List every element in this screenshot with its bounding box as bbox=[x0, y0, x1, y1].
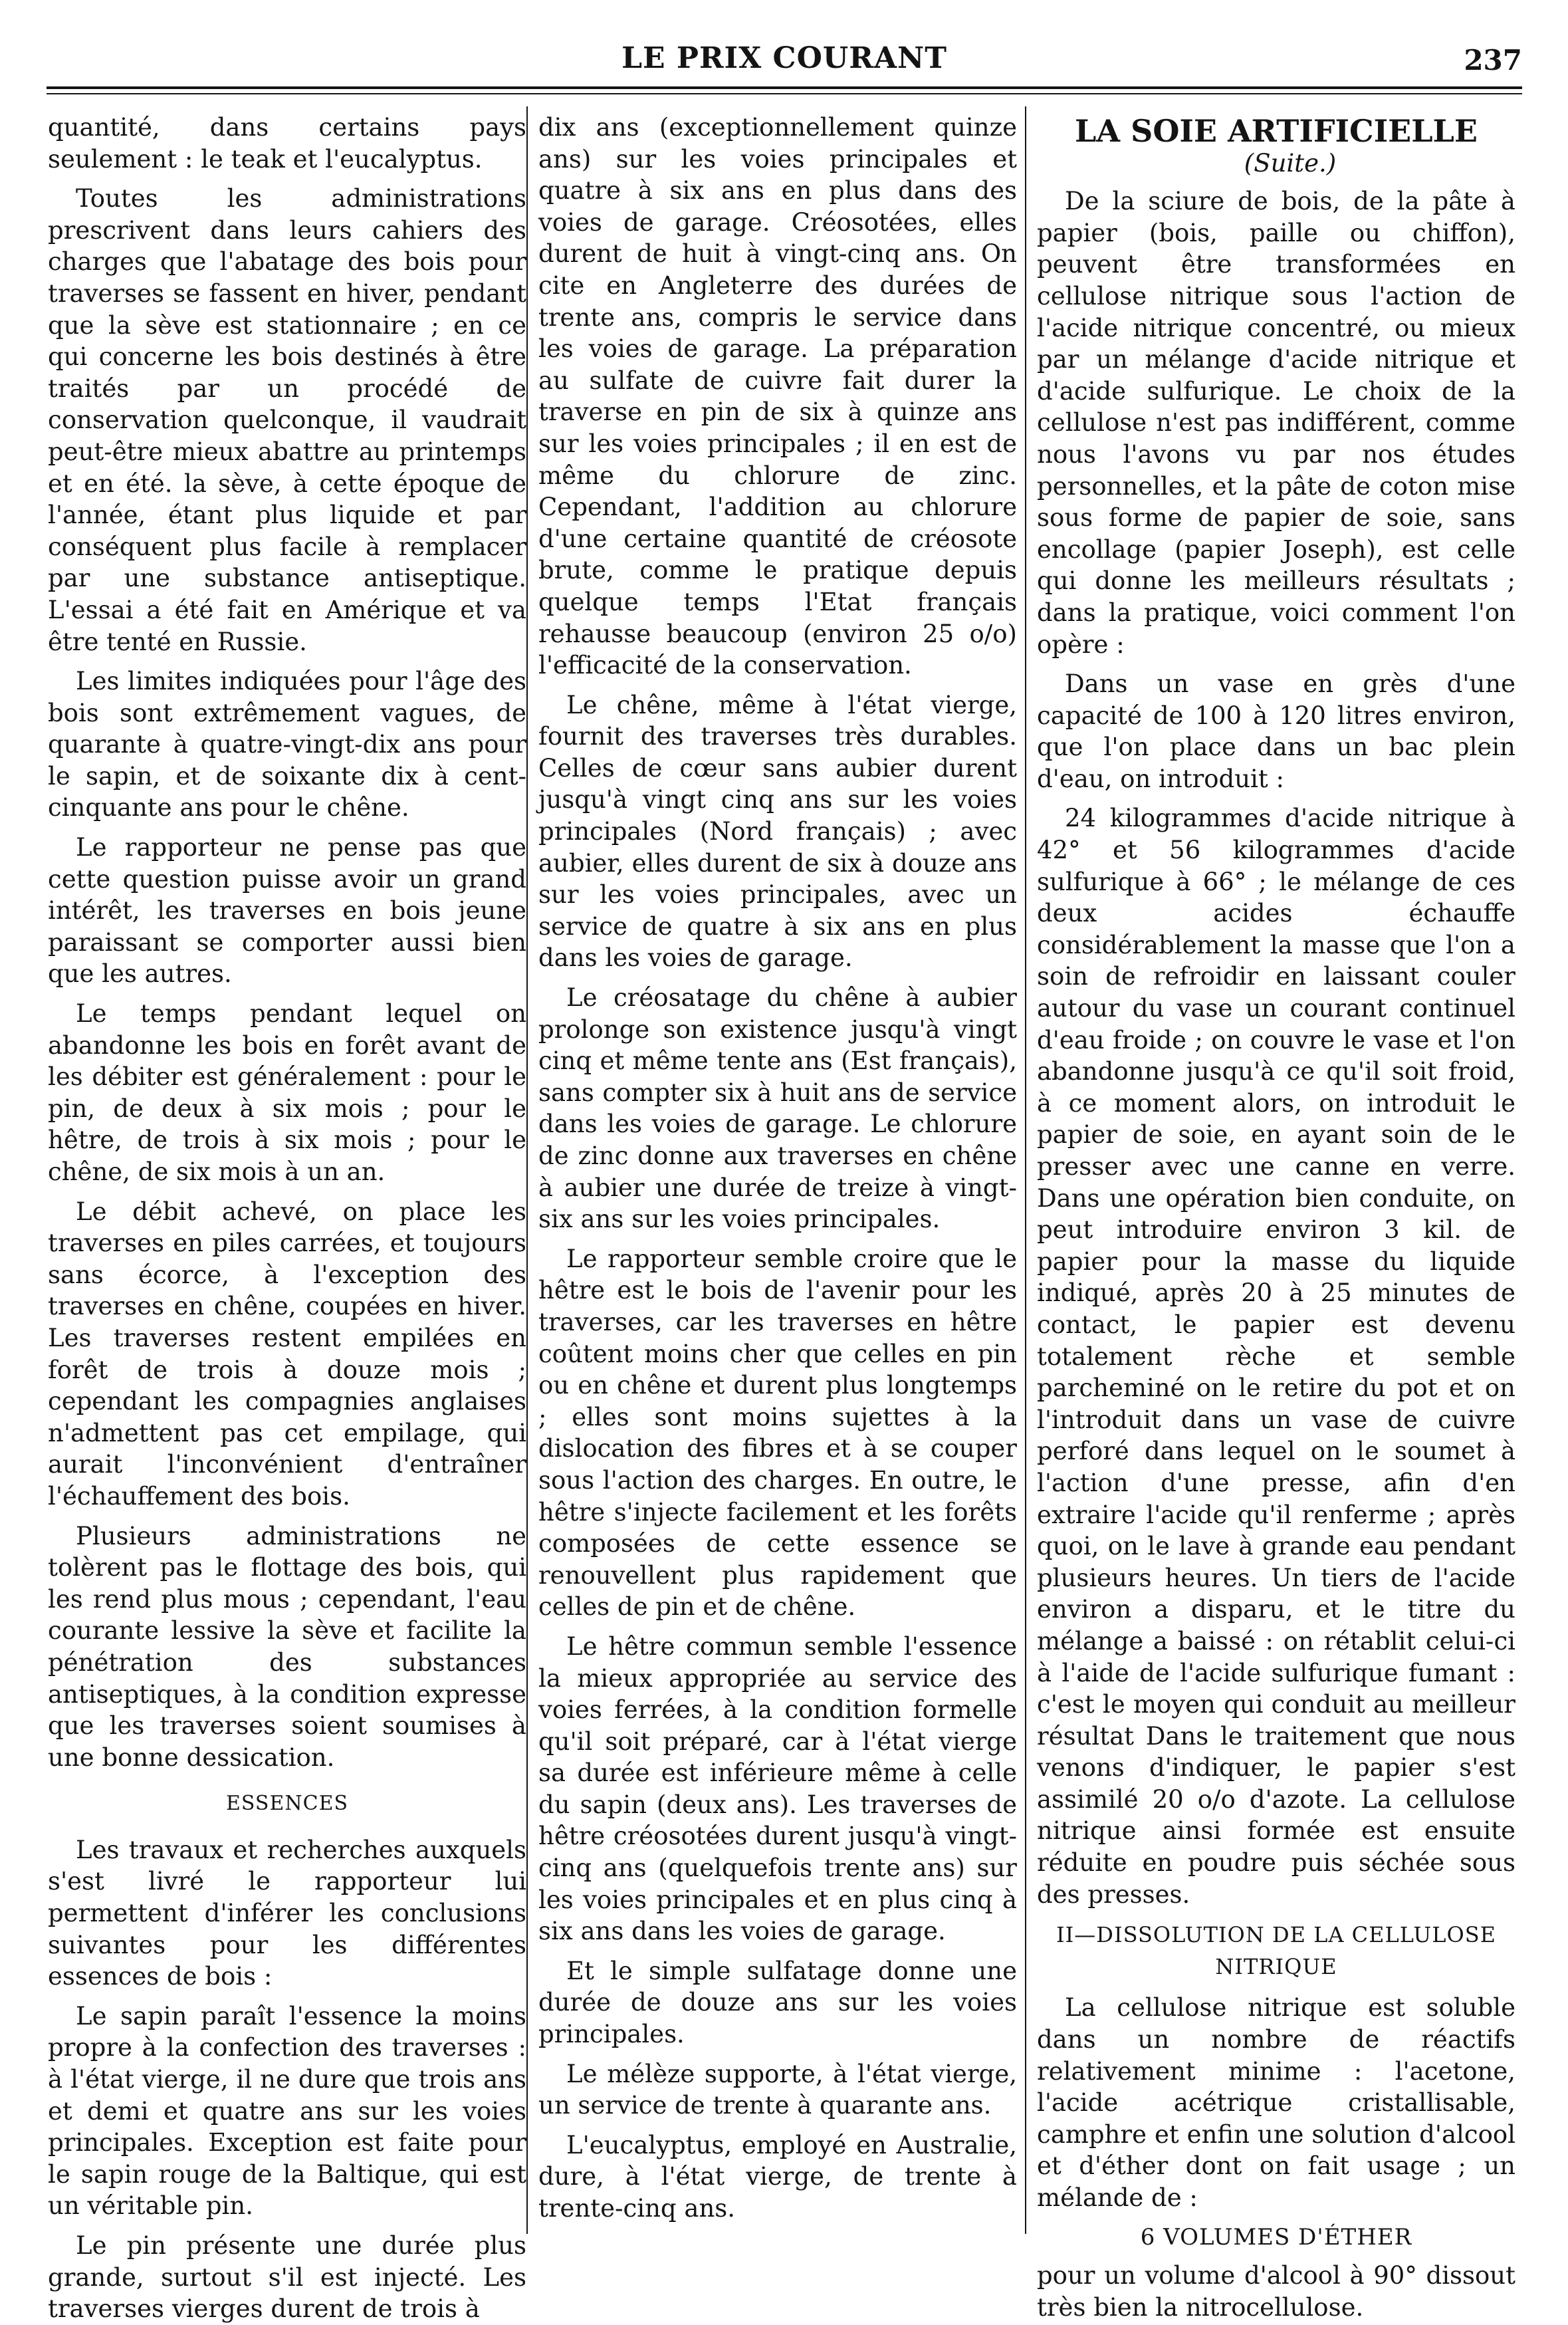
centered-line: 6 VOLUMES D'ÉTHER bbox=[1140, 2223, 1412, 2251]
journal-title: LE PRIX COURANT bbox=[621, 41, 947, 75]
paragraph: Le sapin paraît l'essence la moins propre à la confection des traverses : à l'état vierge, il ne dure que trois ans et demi et quatre ans sur les voies principales. Exception est faite pour le sapin rouge de la Baltique, qui est un véritable pin. bbox=[48, 2001, 526, 2221]
page-number: 237 bbox=[1464, 44, 1522, 76]
paragraph: Et le simple sulfatage donne une durée de douze ans sur les voies principales. bbox=[538, 1956, 1017, 2049]
paragraph: Le pin présente une durée plus grande, surtout s'il est injecté. Les traverses vierges durent de trois à bbox=[48, 2231, 526, 2324]
section-heading: II—DISSOLUTION DE LA CELLULOSE NITRIQUE bbox=[1056, 1922, 1496, 1979]
header-rule-thick bbox=[47, 86, 1522, 89]
paragraph: dix ans (exceptionnellement quinze ans) sur les voies principales et quatre à six ans en plus dans des voies de garage. Créosotées, elles durent de huit à vingt-cinq ans. On cite en Angleterre des durées de trente ans, compris le service dans les voies de garage. La préparation au sulfate de cuivre fait durer la traverse en pin de six à quinze ans sur les voies principales ; il en est de même du chlorure de zinc. Cependant, l'addition au chlorure d'une certaine quantité de créosote brute, comme le pratique depuis quelque temps l'Etat français rehausse beaucoup (environ 25 o/o) l'efficacité de la conservation. bbox=[538, 113, 1017, 680]
paragraph: Les travaux et recherches auxquels s'est livré le rapporteur lui permettent d'inférer les conclusions suivantes pour les différentes essences de bois : bbox=[48, 1835, 526, 1991]
paragraph: Le débit achevé, on place les traverses en piles carrées, et toujours sans écorce, à l'exception des traverses en chêne, coupées en hiver. Les traverses restent empilées en forêt de trois à douze mois ; cependant les compagnies anglaises n'admettent pas cet empilage, qui aurait l'inconvénient d'entraîner l'échauffement des bois. bbox=[48, 1197, 526, 1511]
column-divider-right bbox=[1025, 106, 1026, 2234]
column-divider-left bbox=[526, 106, 528, 2234]
paragraph: L'eucalyptus, employé en Australie, dure, à l'état vierge, de trente à trente-cinq ans. bbox=[538, 2130, 1017, 2223]
paragraph: De la sciure de bois, de la pâte à papier (bois, paille ou chiffon), peuvent être transformées en cellulose nitrique sous l'action de l'acide nitrique concentré, ou mieux par un mélange d'acide nitrique et d'acide sulfurique. Le choix de la cellulose n'est pas indifférent, comme nous l'avons vu par nos études personnelles, et la pâte de coton mise sous forme de papier de soie, sans encollage (papier Joseph), est celle qui donne les meilleurs résultats ; dans la pratique, voici comment l'on opère : bbox=[1037, 187, 1515, 659]
paragraph: Le hêtre commun semble l'essence la mieux appropriée au service des voies ferrées, à la condition formelle qu'il soit préparé, car à l'état vierge sa durée est inférieure même à celle du sapin (deux ans). Les traverses de hêtre créosotées durent jusqu'à vingt-cinq ans (quelquefois trente ans) sur les voies principales et en plus cinq à six ans dans les voies de garage. bbox=[538, 1632, 1017, 1946]
section-heading: ESSENCES bbox=[225, 1792, 349, 1816]
paragraph: Les limites indiquées pour l'âge des bois sont extrêmement vagues, de quarante à quatre-vingt-dix ans pour le sapin, et de soixante dix à cent-cinquante ans pour le chêne. bbox=[48, 667, 526, 822]
paragraph: 24 kilogrammes d'acide nitrique à 42° et 56 kilogrammes d'acide sulfurique à 66° ; le mélange de ces deux acides échauffe considérablement la masse que l'on a soin de refroidir en laissant couler autour du vase un courant continuel d'eau froide ; on couvre le vase et l'on abandonne jusqu'à ce qu'il soit froid, à ce moment alors, on introduit le papier de soie, en ayant soin de le presser avec une canne en verre. Dans une opération bien conduite, on peut introduire environ 3 kil. de papier pour la masse du liquide indiqué, après 20 à 25 minutes de contact, le papier est devenu totalement rèche et semble parcheminé on le retire du pot et on l'introduit dans un vase de cuivre perforé dans lequel on le soumet à l'action d'une presse, afin d'en extraire l'acide qu'il renferme ; après quoi, on le lave à grande eau pendant plusieurs heures. Un tiers de l'acide environ a disparu, et le titre du mélange a baissé : on rétablit celui-ci à l'aide de l'acide sulfurique fumant : c'est le moyen qui conduit au meilleur résultat Dans le traitement que nous venons d'indiquer, le papier s'est assimilé 20 o/o d'azote. La cellulose nitrique ainsi formée est ensuite réduite en poudre puis séchée sous des presses. bbox=[1037, 804, 1515, 1909]
paragraph: pour un volume d'alcool à 90° dissout très bien la nitrocellulose. bbox=[1037, 2261, 1515, 2322]
paragraph: Le chêne, même à l'état vierge, fournit des traverses très durables. Celles de cœur sans aubier durent jusqu'à vingt cinq ans sur les voies principales (Nord français) ; avec aubier, elles durent de six à douze ans sur les voies principales, avec un service de quatre à six ans en plus dans les voies de garage. bbox=[538, 690, 1017, 973]
paragraph: Le créosatage du chêne à aubier prolonge son existence jusqu'à vingt cinq et même tente ans (Est français), sans compter six à huit ans de service dans les voies de garage. Le chlorure de zinc donne aux traverses en chêne à aubier une durée de treize à vingt-six ans sur les voies principales. bbox=[538, 983, 1017, 1234]
paragraph: Plusieurs administrations ne tolèrent pas le flottage des bois, qui les rend plus mous ; cependant, l'eau courante lessive la sève et facilite la pénétration des substances antiseptiques, à la condition expresse que les traverses soient soumises à une bonne dessication. bbox=[48, 1521, 526, 1772]
page-header bbox=[47, 27, 1522, 76]
paragraph: Le temps pendant lequel on abandonne les bois en forêt avant de les débiter est généralement : pour le pin, de deux à six mois ; pour le hêtre, de trois à six mois ; pour le chêne, de six mois à un an. bbox=[48, 999, 526, 1186]
column-middle bbox=[538, 112, 1017, 2233]
paragraph: La cellulose nitrique est soluble dans un nombre de réactifs relativement minime : l'acetone, l'acide acétrique cristallisable, camphre et enfin une solution d'alcool et d'éther dont on fait usage ; un mélande de : bbox=[1037, 1993, 1515, 2212]
paragraph: quantité, dans certains pays seulement : le teak et l'eucalyptus. bbox=[48, 113, 526, 174]
article-subtitle: (Suite.) bbox=[1244, 148, 1337, 178]
paragraph: Le rapporteur ne pense pas que cette question puisse avoir un grand intérêt, les traverses en bois jeune paraissant se comporter aussi bien que les autres. bbox=[48, 833, 526, 989]
article-title: LA SOIE ARTIFICIELLE bbox=[1075, 113, 1478, 149]
paragraph: Dans un vase en grès d'une capacité de 100 à 120 litres environ, que l'on place dans un bac plein d'eau, on introduit : bbox=[1037, 670, 1515, 793]
paragraph: Le mélèze supporte, à l'état vierge, un service de trente à quarante ans. bbox=[538, 2059, 1017, 2120]
column-right bbox=[1037, 112, 1515, 2322]
header-rule-thin bbox=[47, 93, 1522, 94]
paragraph: Toutes les administrations prescrivent dans leurs cahiers des charges que l'abatage des bois pour traverses se fassent en hiver, pendant que la sève est stationnaire ; en ce qui concerne les bois destinés à être traités par un procédé de conservation quelconque, il vaudrait peut-être mieux abattre au printemps et en été. la sève, à cette époque de l'année, étant plus liquide et par conséquent plus facile à remplacer par une substance antiseptique. L'essai a été fait en Amérique et va être tenté en Russie. bbox=[48, 184, 526, 656]
paragraph: Le rapporteur semble croire que le hêtre est le bois de l'avenir pour les traverses, car les traverses en hêtre coûtent moins cher que celles en pin ou en chêne et durent plus longtemps ; elles sont moins sujettes à la dislocation des fibres et à se couper sous l'action des charges. En outre, le hêtre s'injecte facilement et les forêts composées de cette essence se renouvellent plus rapidement que celles de pin et de chêne. bbox=[538, 1244, 1017, 1622]
column-left bbox=[48, 112, 526, 2324]
